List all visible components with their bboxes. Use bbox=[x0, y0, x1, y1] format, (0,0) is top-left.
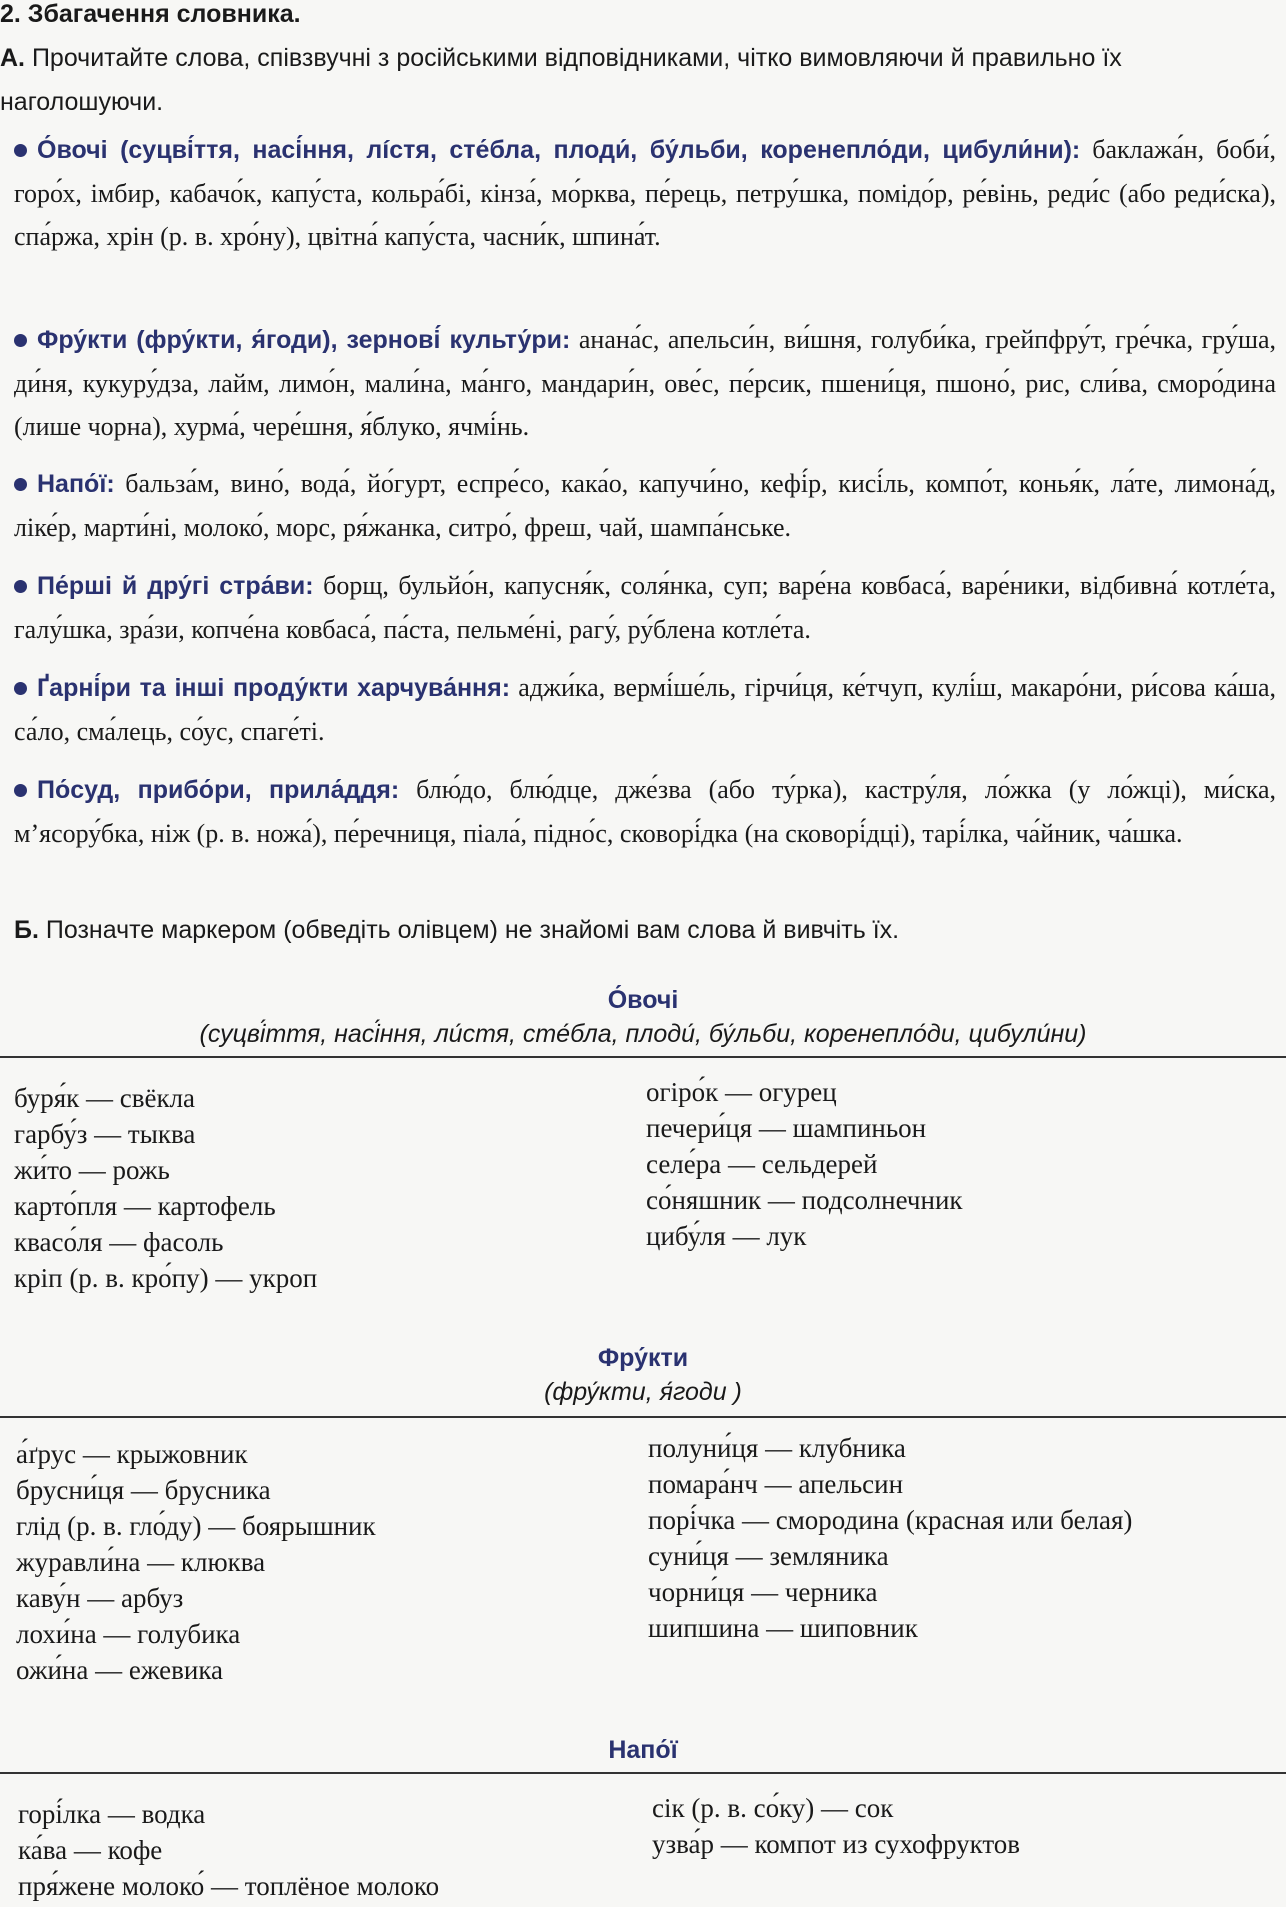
category-drinks bbox=[14, 462, 1276, 549]
part-a-instruction bbox=[0, 36, 1270, 124]
vocab-row: полуни́ця — клубника bbox=[648, 1433, 906, 1463]
category-title: Напо́ї: bbox=[37, 470, 115, 498]
vocab-row: пря́жене молоко́ — топлёное молоко bbox=[18, 1871, 440, 1901]
vocab-row: а́ґрус — крыжовник bbox=[16, 1439, 248, 1469]
part-b-letter: Б. bbox=[14, 916, 39, 944]
category-title: Фру́кти (фру́кти, я́годи), зернові́ культу́ри: bbox=[37, 326, 571, 354]
category-words: аджи́ка, вермі́ше́ль, гірчи́ця, ке́тчуп, кулі́ш, макаро́ни, ри́сова ка́ша, са́ло, сма́лець, со́ус, спаге́ті. bbox=[14, 673, 1276, 746]
table-subtitle-vegetables: (суцві́ття, насі́ння, ли́стя, сте́бла, плоди́, бу́льби, коренепло́ди, цибули́ни) bbox=[199, 1020, 1087, 1048]
vocab-right-column bbox=[646, 1074, 963, 1254]
bullet-icon bbox=[14, 478, 27, 491]
category-words: блю́до, блю́дце, дже́зва (або ту́рка), кастру́ля, ло́жка (у ло́жці), ми́ска, м’ясору́бка, ніж (р. в. ножа́), пе́речниця, піала́, підно́с, сковорі́дка (на сковорі́дці), тарі́лка, ча́йник, ча́шка. bbox=[14, 775, 1276, 848]
vocab-left-column bbox=[16, 1436, 376, 1688]
category-words: бальза́м, вино́, вода́, йо́гурт, еспре́со, кака́о, капучи́но, кефі́р, кисі́ль, компо́т, конья́к, ла́те, лимона́д, ліке́р, марти́ні, молоко́, морс, ря́жанка, ситро́, фреш, чай, шампа́нське. bbox=[14, 469, 1276, 542]
vocab-row: сік (р. в. со́ку) — сок bbox=[652, 1793, 894, 1823]
bullet-icon bbox=[14, 580, 27, 593]
part-b-text: Позначте маркером (обведіть олівцем) не знайомі вам слова й вивчіть їх. bbox=[45, 916, 900, 944]
vocab-row: каву́н — арбуз bbox=[16, 1583, 184, 1613]
vocab-row: буря́к — свёкла bbox=[14, 1083, 196, 1113]
table-title-drinks: Напо́ї bbox=[608, 1736, 678, 1764]
vocab-row: кріп (р. в. кро́пу) — укроп bbox=[14, 1263, 318, 1293]
category-title: О́вочі (суцві́ття, насі́ння, лíстя, сте́бла, плоди́, бу́льби, коренепло́ди, цибули́ни): bbox=[37, 136, 1081, 164]
vocab-row: печери́ця — шампиньон bbox=[646, 1113, 927, 1143]
vocab-row: жи́то — рожь bbox=[14, 1155, 170, 1185]
part-b-instruction bbox=[14, 916, 899, 945]
category-garnishes bbox=[14, 666, 1276, 753]
table-title-fruits: Фру́кти bbox=[597, 1344, 689, 1372]
vocab-row: помара́нч — апельсин bbox=[648, 1469, 904, 1499]
vocab-right-column bbox=[648, 1430, 1132, 1646]
vocab-left-column bbox=[18, 1796, 439, 1904]
category-title: Пе́рші й дру́гі стра́ви: bbox=[37, 572, 314, 600]
category-vegetables bbox=[14, 128, 1276, 258]
vocab-row: суни́ця — земляника bbox=[648, 1541, 889, 1571]
vocab-row: селе́ра — сельдерей bbox=[646, 1149, 878, 1179]
category-dishware bbox=[14, 768, 1276, 855]
vocab-row: глід (р. в. гло́ду) — боярышник bbox=[16, 1511, 376, 1541]
category-fruits bbox=[14, 318, 1276, 448]
part-a-text: Прочитайте слова, співзвучні з російськими відповідниками, чітко вимовляючи й правильно їх наголошуючи. bbox=[0, 44, 1122, 116]
vocab-row: горі́лка — водка bbox=[18, 1799, 206, 1829]
vocab-row: чорни́ця — черника bbox=[648, 1577, 878, 1607]
vocab-row: карто́пля — картофель bbox=[14, 1191, 276, 1221]
table-divider bbox=[0, 1416, 1286, 1418]
table-divider bbox=[0, 1772, 1286, 1774]
vocab-row: огіро́к — огурец bbox=[646, 1077, 837, 1107]
vocab-row: гарбу́з — тыква bbox=[14, 1119, 196, 1149]
category-title: Ґарні́ри та інші проду́кти харчува́ння: bbox=[37, 674, 511, 702]
bullet-icon bbox=[14, 784, 27, 797]
category-words: борщ, бульйо́н, капусня́к, соля́нка, суп; варе́на ковбаса́, варе́ники, відбивна́ котле́та, галу́шка, зра́зи, копче́на ковбаса́, па́ста, пельме́ні, рагу́, ру́блена котле́та. bbox=[14, 571, 1277, 644]
vocab-row: узва́р — компот из сухофруктов bbox=[652, 1829, 1021, 1859]
category-words: баклажа́н, боби́, горо́х, імбир, кабачо́к, капу́ста, кольра́бі, кінза́, мо́рква, пе́рець, петру́шка, помідо́р, ре́вінь, реди́с (або реди́ска), спа́ржа, хрін (р. в. хро́ну), цвітна́ капу́ста, часни́к, шпина́т. bbox=[14, 135, 1276, 251]
vocab-row: цибу́ля — лук bbox=[646, 1221, 807, 1251]
vocab-row: квасо́ля — фасоль bbox=[14, 1227, 224, 1257]
table-title-vegetables: О́вочі bbox=[607, 986, 679, 1014]
category-words: анана́с, апельси́н, ви́шня, голуби́ка, грейпфру́т, гре́чка, гру́ша, ди́ня, кукуру́дза, лайм, лимо́н, мали́на, ма́нго, мандари́н, ове́с, пе́рсик, пшени́ця, пшоно́, рис, сли́ва, сморо́дина (лише чорна), хурма́, чере́шня, я́блуко, ячмі́нь. bbox=[14, 325, 1277, 441]
vocab-row: шипшина — шиповник bbox=[648, 1613, 918, 1643]
vocab-row: ожи́на — ежевика bbox=[16, 1655, 224, 1685]
vocab-left-column bbox=[14, 1080, 317, 1296]
exercise-heading: 2. Збагачення словника. bbox=[0, 0, 301, 28]
vocab-row: со́няшник — подсолнечник bbox=[646, 1185, 963, 1215]
bullet-icon bbox=[14, 144, 27, 157]
table-subtitle-fruits: (фру́кти, я́годи ) bbox=[544, 1378, 742, 1406]
vocab-right-column bbox=[652, 1790, 1020, 1862]
vocab-row: ка́ва — кофе bbox=[18, 1835, 163, 1865]
vocab-row: лохи́на — голубика bbox=[16, 1619, 241, 1649]
vocab-row: порі́чка — смородина (красная или белая) bbox=[648, 1505, 1133, 1535]
part-a-letter: А. bbox=[0, 44, 25, 72]
vocab-row: брусни́ця — брусника bbox=[16, 1475, 271, 1505]
bullet-icon bbox=[14, 682, 27, 695]
vocab-row: журавли́на — клюква bbox=[16, 1547, 266, 1577]
category-dishes bbox=[14, 564, 1276, 651]
category-title: По́суд, прибо́ри, прила́ддя: bbox=[37, 776, 400, 804]
bullet-icon bbox=[14, 334, 27, 347]
table-divider bbox=[0, 1056, 1286, 1058]
